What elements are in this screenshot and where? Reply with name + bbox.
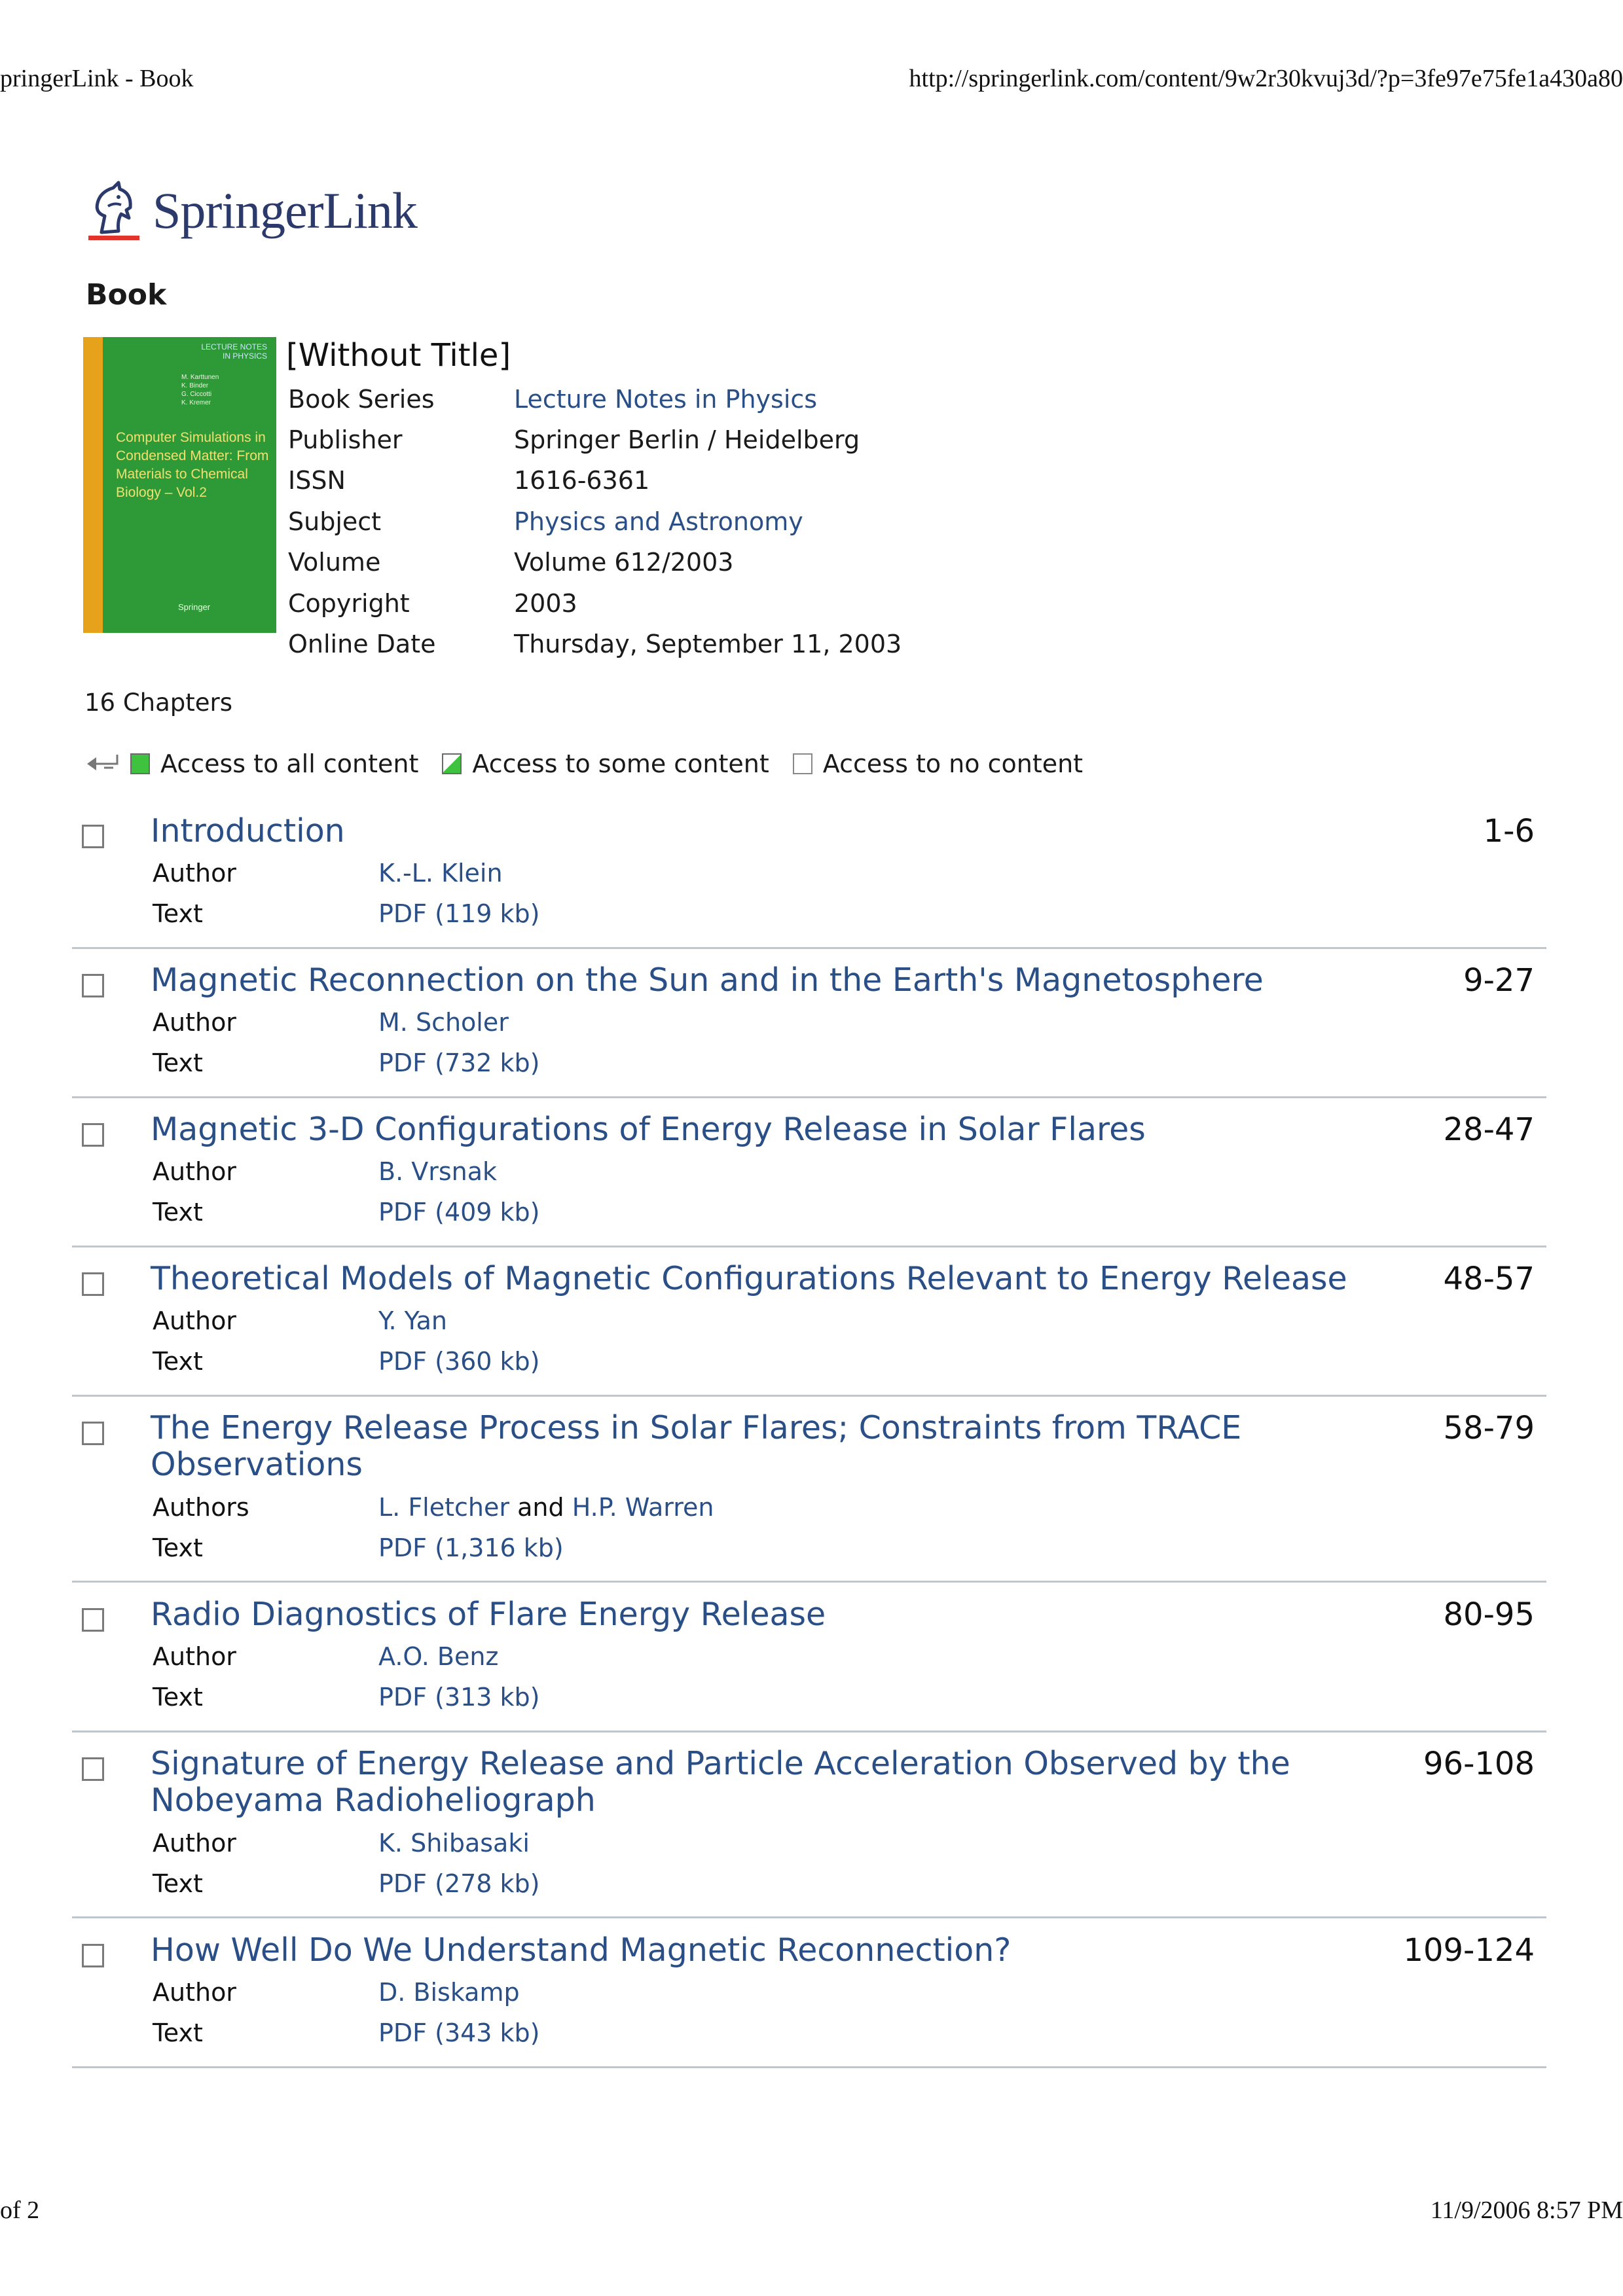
authors-line bbox=[378, 1493, 714, 1522]
chapter-pages: 96-108 bbox=[1423, 1746, 1535, 1782]
chapter-pages: 9-27 bbox=[1463, 962, 1535, 999]
author-joiner: and bbox=[517, 1493, 564, 1522]
chapter-checkbox[interactable] bbox=[82, 825, 104, 848]
chapter-divider bbox=[72, 1246, 1546, 1247]
cover-series: LECTURE NOTES IN PHYSICS bbox=[201, 342, 267, 361]
chapter-title-link[interactable]: Signature of Energy Release and Particle Acceleration Observed by the Nobeyama Radioheliograph bbox=[151, 1745, 1290, 1819]
chapter-checkbox[interactable] bbox=[82, 1123, 104, 1147]
chapter-checkbox[interactable] bbox=[82, 974, 104, 997]
subject-link[interactable]: Physics and Astronomy bbox=[514, 507, 803, 536]
text-label: Text bbox=[153, 1869, 203, 1898]
chapter-pages: 1-6 bbox=[1483, 813, 1535, 850]
author-link[interactable]: M. Scholer bbox=[378, 1008, 509, 1037]
meta-label-volume: Volume bbox=[288, 548, 381, 577]
chapter-item bbox=[72, 1932, 1546, 2070]
chapter-title-link[interactable]: Radio Diagnostics of Flare Energy Release bbox=[151, 1596, 826, 1633]
author-label: Author bbox=[153, 1642, 236, 1671]
chapter-item bbox=[72, 1410, 1546, 1583]
author-label: Author bbox=[153, 1829, 236, 1857]
pdf-link[interactable]: PDF (278 kb) bbox=[378, 1869, 540, 1898]
author-link[interactable]: Y. Yan bbox=[378, 1306, 448, 1335]
author-link[interactable]: K. Shibasaki bbox=[378, 1829, 530, 1857]
chapter-title-link[interactable]: Theoretical Models of Magnetic Configurations Relevant to Energy Release bbox=[151, 1260, 1347, 1297]
text-label: Text bbox=[153, 1534, 203, 1562]
meta-value-copyright: 2003 bbox=[514, 589, 577, 618]
chapter-checkbox[interactable] bbox=[82, 1757, 104, 1781]
legend-all-label: Access to all content bbox=[160, 749, 419, 778]
author-link[interactable]: K.-L. Klein bbox=[378, 859, 503, 888]
chapter-checkbox[interactable] bbox=[82, 1272, 104, 1296]
meta-value-online-date: Thursday, September 11, 2003 bbox=[514, 630, 902, 658]
cover-publisher: Springer bbox=[178, 602, 211, 612]
legend-none-label: Access to no content bbox=[822, 749, 1084, 778]
chapter-pages: 109-124 bbox=[1403, 1932, 1535, 1969]
text-label: Text bbox=[153, 899, 203, 928]
select-all-arrow-icon[interactable] bbox=[84, 751, 121, 777]
author-link[interactable]: A.O. Benz bbox=[378, 1642, 499, 1671]
chapter-title-link[interactable]: How Well Do We Understand Magnetic Reconnection? bbox=[151, 1931, 1012, 1969]
print-footer-datetime: 11/9/2006 8:57 PM bbox=[1430, 2197, 1623, 2224]
text-label: Text bbox=[153, 1347, 203, 1376]
access-all-icon bbox=[130, 753, 150, 774]
chapter-pages: 48-57 bbox=[1443, 1261, 1535, 1297]
section-heading: Book bbox=[86, 278, 167, 312]
chapter-divider bbox=[72, 1581, 1546, 1583]
book-cover-image[interactable] bbox=[83, 337, 276, 633]
author-link[interactable]: H.P. Warren bbox=[572, 1493, 714, 1522]
chapter-pages: 80-95 bbox=[1443, 1596, 1535, 1633]
chapter-item bbox=[72, 1111, 1546, 1249]
print-header-title: pringerLink - Book bbox=[0, 65, 194, 92]
chapter-pages: 28-47 bbox=[1443, 1111, 1535, 1148]
pdf-link[interactable]: PDF (732 kb) bbox=[378, 1049, 540, 1077]
chapter-item bbox=[72, 1596, 1546, 1734]
chapter-item bbox=[72, 962, 1546, 1100]
cover-title: Computer Simulations in Condensed Matter: From Materials to Chemical Biology – Vol.2 bbox=[116, 430, 269, 500]
author-label: Author bbox=[153, 1306, 236, 1335]
author-link[interactable]: D. Biskamp bbox=[378, 1978, 520, 2007]
book-title: [Without Title] bbox=[286, 337, 511, 374]
print-header-url: http://springerlink.com/content/9w2r30kvuj3d/?p=3fe97e75fe1a430a80 bbox=[909, 65, 1623, 92]
pdf-link[interactable]: PDF (343 kb) bbox=[378, 2018, 540, 2047]
legend-some-label: Access to some content bbox=[472, 749, 769, 778]
text-label: Text bbox=[153, 1198, 203, 1227]
pdf-link[interactable]: PDF (409 kb) bbox=[378, 1198, 540, 1227]
author-link[interactable]: B. Vrsnak bbox=[378, 1157, 498, 1186]
author-label: Authors bbox=[153, 1493, 249, 1522]
legend-some-content bbox=[442, 749, 769, 778]
meta-label-online-date: Online Date bbox=[288, 630, 436, 658]
pdf-link[interactable]: PDF (1,316 kb) bbox=[378, 1534, 564, 1562]
logo-underline bbox=[88, 236, 139, 240]
chapter-divider bbox=[72, 1096, 1546, 1098]
chapter-item bbox=[72, 813, 1546, 950]
meta-label-subject: Subject bbox=[288, 507, 382, 536]
chapters-count: 16 Chapters bbox=[84, 689, 233, 717]
text-label: Text bbox=[153, 1049, 203, 1077]
text-label: Text bbox=[153, 1683, 203, 1712]
chapter-checkbox[interactable] bbox=[82, 1608, 104, 1632]
cover-editors: M. Karttunen K. Binder G. Ciccotti K. Kremer bbox=[181, 374, 219, 406]
access-none-icon bbox=[793, 753, 812, 774]
chapter-item bbox=[72, 1746, 1546, 1919]
pdf-link[interactable]: PDF (313 kb) bbox=[378, 1683, 540, 1712]
meta-value-volume: Volume 612/2003 bbox=[514, 548, 734, 577]
print-footer-page: of 2 bbox=[0, 2197, 40, 2224]
logo-text: SpringerLink bbox=[153, 182, 417, 239]
meta-value-publisher: Springer Berlin / Heidelberg bbox=[514, 425, 860, 454]
access-legend bbox=[84, 748, 1106, 780]
chapter-title-link[interactable]: The Energy Release Process in Solar Flares; Constraints from TRACE Observations bbox=[151, 1409, 1242, 1483]
text-label: Text bbox=[153, 2018, 203, 2047]
springer-horse-icon bbox=[88, 180, 141, 242]
chapter-divider bbox=[72, 1395, 1546, 1397]
chapter-pages: 58-79 bbox=[1443, 1410, 1535, 1446]
author-label: Author bbox=[153, 1157, 236, 1186]
chapter-item bbox=[72, 1261, 1546, 1398]
pdf-link[interactable]: PDF (119 kb) bbox=[378, 899, 540, 928]
legend-all-content bbox=[130, 749, 418, 778]
meta-label-copyright: Copyright bbox=[288, 589, 410, 618]
meta-label-issn: ISSN bbox=[288, 466, 346, 495]
chapter-title-link[interactable]: Introduction bbox=[151, 812, 345, 850]
chapter-divider bbox=[72, 1916, 1546, 1918]
book-series-link[interactable]: Lecture Notes in Physics bbox=[514, 385, 818, 414]
chapter-checkbox[interactable] bbox=[82, 1944, 104, 1967]
access-some-icon bbox=[442, 753, 462, 774]
chapter-title-link[interactable]: Magnetic Reconnection on the Sun and in the Earth's Magnetosphere bbox=[151, 961, 1264, 999]
pdf-link[interactable]: PDF (360 kb) bbox=[378, 1347, 540, 1376]
author-label: Author bbox=[153, 1978, 236, 2007]
chapter-divider bbox=[72, 1731, 1546, 1732]
chapter-title-link[interactable]: Magnetic 3-D Configurations of Energy Release in Solar Flares bbox=[151, 1111, 1146, 1148]
author-label: Author bbox=[153, 1008, 236, 1037]
meta-label-series: Book Series bbox=[288, 385, 435, 414]
cover-green-panel bbox=[103, 337, 276, 633]
chapter-divider bbox=[72, 947, 1546, 949]
meta-value-issn: 1616-6361 bbox=[514, 466, 650, 495]
chapter-checkbox[interactable] bbox=[82, 1422, 104, 1445]
author-link[interactable]: L. Fletcher bbox=[378, 1493, 510, 1522]
chapter-divider bbox=[72, 2066, 1546, 2068]
meta-label-publisher: Publisher bbox=[288, 425, 403, 454]
legend-no-content bbox=[793, 749, 1083, 778]
author-label: Author bbox=[153, 859, 236, 888]
